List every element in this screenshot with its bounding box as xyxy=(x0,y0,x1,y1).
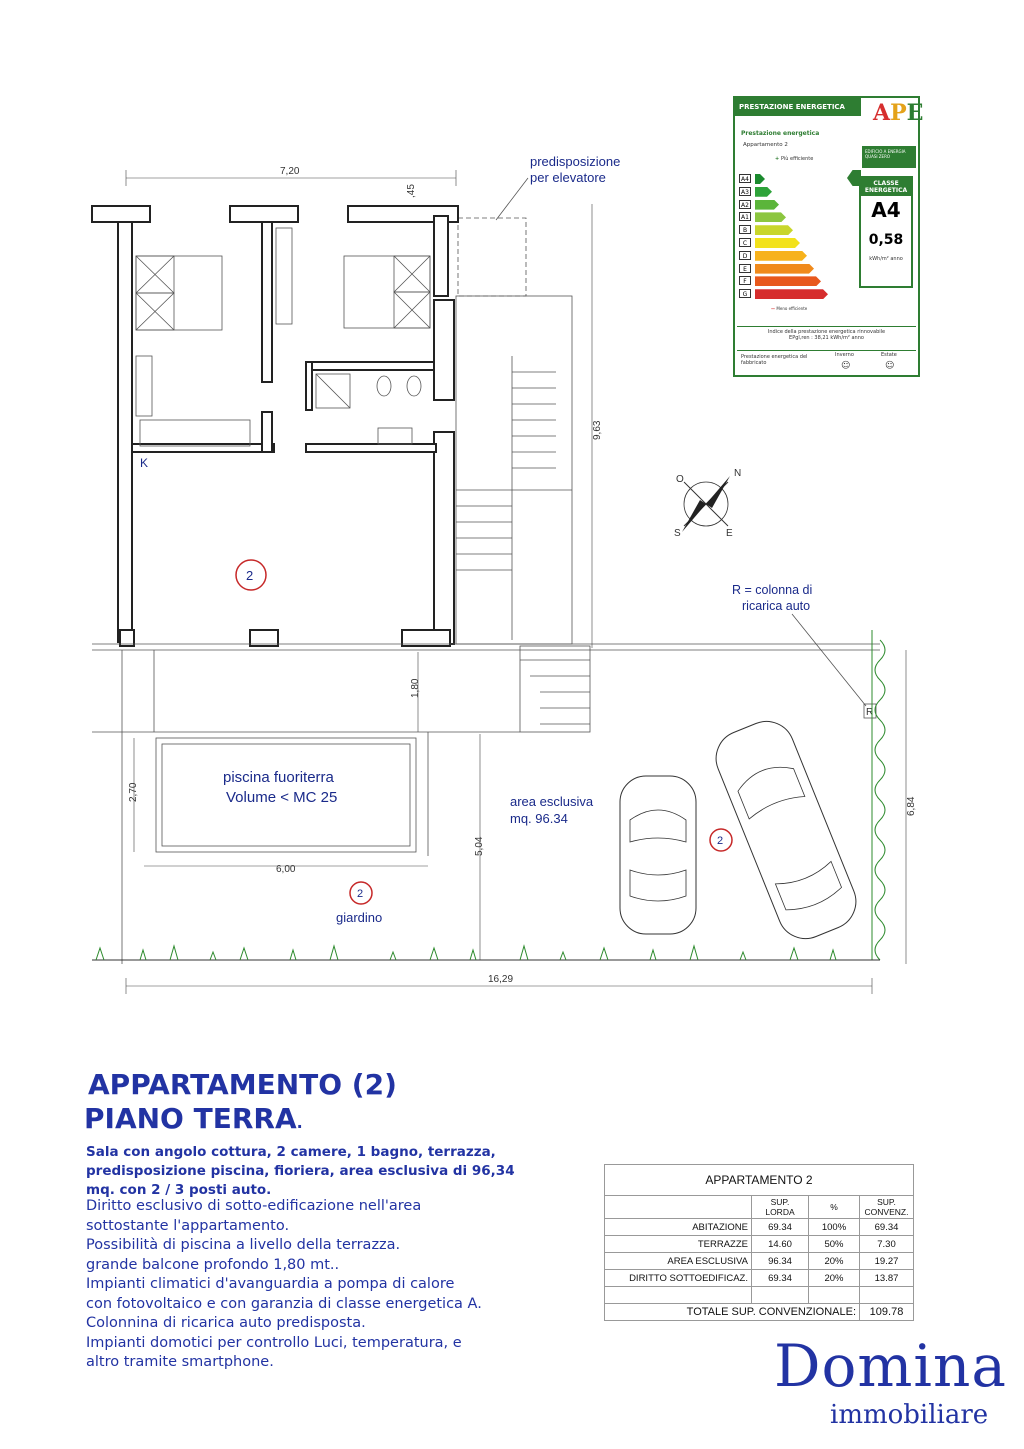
compass-o: O xyxy=(676,474,684,485)
ape-renewable-value: EPgl,ren : 38,21 kWh/m² anno xyxy=(789,335,864,341)
ape-subtitle: Prestazione energetica xyxy=(741,130,820,137)
table-caption: APPARTAMENTO 2 xyxy=(605,1165,914,1196)
table-row: AREA ESCLUSIVA 96.34 20% 19.27 xyxy=(605,1253,914,1270)
ape-index-value: 0,58 xyxy=(868,232,904,248)
ape-more-efficient: + Più efficiente xyxy=(775,156,814,162)
summer-face-icon: ☺ xyxy=(885,361,895,371)
description-line: altro tramite smartphone. xyxy=(86,1354,274,1370)
dim-45-label: ,45 xyxy=(406,184,417,198)
description-list xyxy=(86,1197,566,1373)
ape-class-value: A4 xyxy=(871,198,901,222)
ape-class-d: D xyxy=(739,251,751,260)
ape-class-label: CLASSE ENERGETICA xyxy=(861,178,911,196)
surface-table xyxy=(604,1164,914,1321)
logo-sub: immobiliare xyxy=(830,1400,989,1430)
energy-label xyxy=(733,96,924,377)
ape-bar-c xyxy=(755,238,800,248)
ape-bar-a1 xyxy=(755,212,786,222)
page-subtitle: PIANO TERRA. xyxy=(84,1102,303,1135)
ape-bar-b xyxy=(755,225,793,235)
ape-bar-a3 xyxy=(755,187,772,197)
col-lorda: SUP. LORDA xyxy=(752,1196,809,1219)
logo-name: Domina xyxy=(774,1332,1007,1400)
total-value: 109.78 xyxy=(860,1304,914,1321)
description-summary: Sala con angolo cottura, 2 camere, 1 bagno, terrazza, predisposizione piscina, fioriera, area esclusiva di 96,34 mq. con 2 / 3 posti auto. xyxy=(86,1144,515,1198)
ape-header: PRESTAZIONE ENERGETICA xyxy=(735,98,861,116)
ape-class-e: E xyxy=(739,264,751,273)
ape-class-a4: A4 xyxy=(739,174,751,183)
table-total-row xyxy=(605,1304,914,1321)
col-pct: % xyxy=(809,1196,860,1219)
ape-class-a1: A1 xyxy=(739,212,751,221)
ape-nzeb: EDIFICIO A ENERGIA QUASI ZERO xyxy=(862,146,916,168)
logo xyxy=(768,1332,1013,1444)
description-line: Impianti climatici d'avanguardia a pompa di calore xyxy=(86,1276,455,1292)
ape-bar-a4 xyxy=(755,174,765,184)
charging-label-2: ricarica auto xyxy=(742,599,811,613)
charging-label-1: R = colonna di xyxy=(732,583,813,597)
ape-index-unit: kWh/m² anno xyxy=(869,256,903,262)
description-line: Possibilità di piscina a livello della terrazza. xyxy=(86,1237,401,1253)
ape-bar-d xyxy=(755,251,807,261)
apartment-walls xyxy=(92,206,458,646)
ape-less-efficient: — Meno efficiente xyxy=(771,306,808,311)
k-label: K xyxy=(140,456,149,470)
compass-n: N xyxy=(734,468,742,479)
description-line: sottostante l'appartamento. xyxy=(86,1217,290,1234)
ape-renewable-label: Indice della prestazione energetica rinnovabile xyxy=(767,329,886,335)
description-line: Diritto esclusivo di sotto-edificazione nell'area xyxy=(86,1198,422,1214)
ape-unit: Appartamento 2 xyxy=(743,142,788,148)
description-line: con fotovoltaico e con garanzia di classe energetica A. xyxy=(86,1295,482,1312)
ape-renewable xyxy=(737,326,916,341)
ground-line xyxy=(92,946,880,960)
car-2 xyxy=(708,713,865,947)
garden-label: giardino xyxy=(336,910,383,925)
ape-class-a2: A2 xyxy=(739,200,751,209)
ape-building-label: Prestazione energetica del fabbricato xyxy=(741,354,808,366)
table-row: DIRITTO SOTTOEDIFICAZ. 69.34 20% 13.87 xyxy=(605,1270,914,1287)
bed-2 xyxy=(344,256,430,328)
ape-bar-f xyxy=(755,276,821,286)
elevator-label-1: predisposizione xyxy=(530,154,621,169)
description-line: Impianti domotici per controllo Luci, temperatura, e xyxy=(86,1334,462,1351)
pool-label-2: Volume < MC 25 xyxy=(226,789,338,806)
ape-class-f: F xyxy=(739,276,751,285)
dim-684-label: 6,84 xyxy=(906,796,917,816)
charging-mark: R xyxy=(866,707,874,718)
ape-class-g: G xyxy=(739,289,751,298)
ape-winter: Inverno xyxy=(835,352,854,358)
ape-summer: Estate xyxy=(881,352,897,358)
ape-class-b: B xyxy=(739,225,751,234)
dim-1629-label: 16,29 xyxy=(488,974,514,985)
table-row: ABITAZIONE 69.34 100% 69.34 xyxy=(605,1219,914,1236)
dim-180-label: 1,80 xyxy=(410,678,421,698)
page-title: APPARTAMENTO (2) xyxy=(88,1068,397,1101)
winter-face-icon: ☺ xyxy=(841,361,851,371)
ape-class-c: C xyxy=(739,238,751,247)
stairs xyxy=(456,296,590,732)
unit-marker-garden-label: 2 xyxy=(357,888,364,900)
compass-icon xyxy=(674,468,741,539)
ape-logo: APE xyxy=(873,100,924,126)
dim-963-label: 9,63 xyxy=(592,420,603,440)
ape-building xyxy=(737,350,916,375)
dim-top-label: 7,20 xyxy=(280,166,300,177)
area-label-1: area esclusiva xyxy=(510,794,594,809)
car-1 xyxy=(620,776,696,934)
compass-s: S xyxy=(674,528,681,539)
total-label: TOTALE SUP. CONVENZIONALE: xyxy=(605,1304,860,1321)
ape-class-a3: A3 xyxy=(739,187,751,196)
dim-270-label: 2,70 xyxy=(128,782,139,802)
dim-504-label: 5,04 xyxy=(474,836,485,856)
dimension-top xyxy=(126,166,456,198)
bed-1 xyxy=(136,256,222,330)
area-label-2: mq. 96.34 xyxy=(510,811,568,826)
table-row: TERRAZZE 14.60 50% 7.30 xyxy=(605,1236,914,1253)
unit-marker-cars-label: 2 xyxy=(717,835,724,847)
col-conv: SUP. CONVENZ. xyxy=(860,1196,914,1219)
elevator-label-2: per elevatore xyxy=(530,170,606,185)
compass-e: E xyxy=(726,528,733,539)
description-line: Colonnina di ricarica auto predisposta. xyxy=(86,1315,366,1331)
ape-bar-g xyxy=(755,289,828,299)
ape-bar-e xyxy=(755,264,814,274)
unit-marker-main-label: 2 xyxy=(246,568,254,583)
dim-600-label: 6,00 xyxy=(276,864,296,875)
ape-bar-a2 xyxy=(755,200,779,210)
ape-class-box xyxy=(859,176,913,288)
description-line: grande balcone profondo 1,80 mt.. xyxy=(86,1256,340,1273)
pool-label-1: piscina fuoriterra xyxy=(223,769,334,786)
